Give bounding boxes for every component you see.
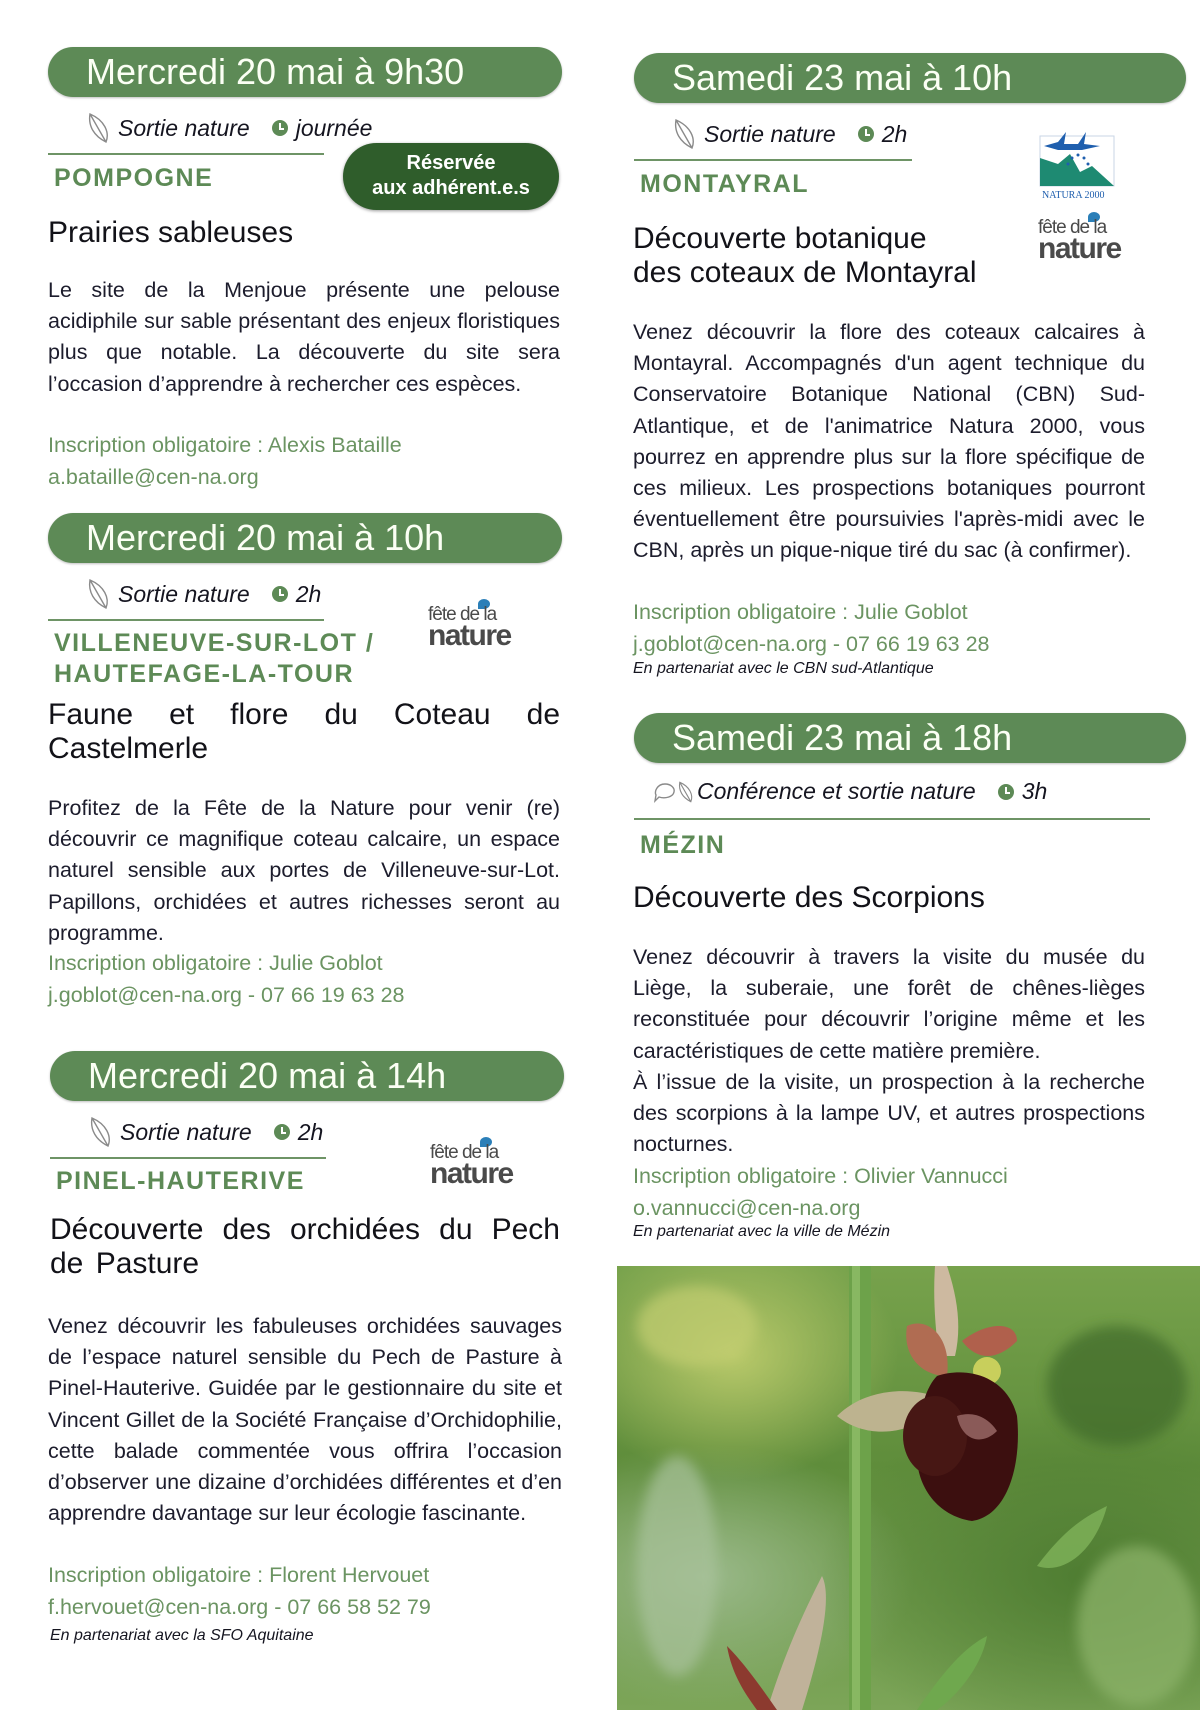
- event-title: [633, 222, 977, 290]
- event-meta: [86, 578, 321, 610]
- event-type: Sortie nature: [120, 1118, 252, 1145]
- event-contact[interactable]: j.goblot@cen-na.org - 07 66 19 63 28: [633, 632, 990, 656]
- event-meta: [653, 778, 1047, 805]
- event-duration: 2h: [297, 1118, 324, 1145]
- title-line2: des coteaux de Montayral: [633, 256, 977, 289]
- event-location: MÉZIN: [640, 831, 726, 859]
- event-contact[interactable]: f.hervouet@cen-na.org - 07 66 58 52 79: [48, 1595, 431, 1619]
- event-registration: Inscription obligatoire : Julie Goblot: [633, 600, 968, 624]
- event-duration: 3h: [1021, 778, 1048, 804]
- event-meta: [88, 1116, 323, 1148]
- divider: [634, 818, 1150, 820]
- description-paragraph: À l’issue de la visite, un prospection à la recherche des scorpions à la lampe UV, et autres prospections nocturnes.: [633, 1069, 1145, 1157]
- event-date: Mercredi 20 mai à 9h30: [86, 51, 465, 92]
- event-registration: Inscription obligatoire : Alexis Bataille: [48, 433, 402, 457]
- event-date-banner: [634, 53, 1186, 103]
- event-type: Conférence et sortie nature: [697, 778, 976, 804]
- svg-text:NATURA 2000: NATURA 2000: [1042, 190, 1105, 200]
- event-partner: En partenariat avec le CBN sud-Atlantique: [633, 660, 934, 677]
- badge-line2: aux adhérent.e.s: [372, 177, 530, 199]
- description-paragraph: Venez découvrir à travers la visite du musée du Liège, la suberaie, une forêt de chênes-lièges reconstituée pour découvrir l’origine même et les caractéristiques de cette matière première.: [633, 945, 1145, 1063]
- event-description: [633, 942, 1145, 1160]
- badge-line1: Réservée: [406, 152, 496, 174]
- divider: [634, 159, 912, 161]
- divider: [48, 619, 324, 621]
- event-date-banner: [48, 47, 562, 97]
- leaf-icon: [86, 578, 112, 610]
- leaf-icon: [672, 118, 698, 150]
- event-title: Prairies sableuses: [48, 216, 294, 249]
- event-location: MONTAYRAL: [640, 170, 810, 198]
- title-line1: Découverte botanique: [633, 222, 927, 255]
- event-description: Venez découvrir la flore des coteaux calcaires à Montayral. Accompagnés d'un agent technique du Conservatoire Botanique National (CBN) Sud-Atlantique, et de l'animatrice Natura 2000, vous pourrez en apprendre plus sur la flore spécifique de ces milieux. Les prospections botaniques pourront éventuellement être poursuivies l'après-midi avec le CBN, après un pique-nique tiré du sac (à confirmer).: [633, 320, 1145, 563]
- event-date-banner: [48, 513, 562, 563]
- event-partner: En partenariat avec la SFO Aquitaine: [50, 1627, 314, 1644]
- event-location: [54, 628, 374, 690]
- event-location: POMPOGNE: [54, 164, 214, 192]
- fete-de-la-nature-logo: fête de la nature: [428, 605, 518, 655]
- leaf-icon: [88, 1116, 114, 1148]
- clock-icon: [272, 120, 288, 136]
- event-description: Le site de la Menjoue présente une pelouse acidiphile sur sable présentant des enjeux floristiques plus que notable. La découverte du site sera l’occasion d’apprendre à rechercher ces espèces.: [48, 278, 560, 396]
- event-registration: Inscription obligatoire : Florent Hervouet: [48, 1563, 430, 1587]
- event-title: Découverte des orchidées du Pech de Pasture: [50, 1213, 560, 1280]
- event-title: Faune et flore du Coteau de Castelmerle: [48, 698, 560, 765]
- event-registration: Inscription obligatoire : Olivier Vannucci: [633, 1164, 1008, 1188]
- event-meta: [672, 118, 907, 150]
- event-description: Venez découvrir les fabuleuses orchidées sauvages de l’espace naturel sensible du Pech de Pasture à Pinel-Hauterive. Guidée par le gestionnaire du site et Vincent Gillet de la Société Française d’Orchidophilie, cette balade commentée vous offrira l’occasion d’observer une dizaine d’orchidées différentes et d’en apprendre davantage sur leur écologie fascinante.: [48, 1314, 562, 1526]
- event-date: Mercredi 20 mai à 10h: [86, 517, 445, 558]
- event-date: Samedi 23 mai à 18h: [672, 717, 1013, 758]
- location-line1: VILLENEUVE-SUR-LOT /: [54, 629, 375, 657]
- event-registration: Inscription obligatoire : Julie Goblot: [48, 951, 383, 975]
- event-meta: [86, 112, 372, 144]
- event-title: Découverte des Scorpions: [633, 881, 985, 914]
- event-type: Sortie nature: [118, 114, 250, 141]
- event-duration: journée: [295, 114, 373, 141]
- event-date: Mercredi 20 mai à 14h: [88, 1055, 447, 1096]
- fete-de-la-nature-logo: fête de la nature: [1038, 218, 1128, 268]
- fete-de-la-nature-logo: fête de la nature: [430, 1143, 520, 1193]
- location-line2: HAUTEFAGE-LA-TOUR: [54, 660, 355, 688]
- event-type: Sortie nature: [704, 120, 836, 147]
- event-contact-email[interactable]: a.bataille@cen-na.org: [48, 465, 259, 489]
- divider: [50, 1157, 326, 1159]
- natura-2000-logo: [1038, 128, 1118, 200]
- clock-icon: [998, 784, 1014, 800]
- event-date: Samedi 23 mai à 10h: [672, 57, 1013, 98]
- orchid-illustration: [617, 1266, 1200, 1710]
- members-only-badge: [343, 143, 559, 210]
- clock-icon: [274, 1124, 290, 1140]
- clock-icon: [858, 126, 874, 142]
- orchid-photo: [617, 1266, 1200, 1710]
- event-date-banner: [50, 1051, 564, 1101]
- leaf-icon: [677, 779, 695, 805]
- event-duration: 2h: [881, 120, 908, 147]
- event-description: Profitez de la Fête de la Nature pour venir (re) découvrir ce magnifique coteau calcaire, un espace naturel sensible aux portes de Villeneuve-sur-Lot. Papillons, orchidées et autres richesses seront au programme.: [48, 796, 560, 945]
- divider: [48, 153, 324, 155]
- event-type: Sortie nature: [118, 580, 250, 607]
- event-date-banner: [634, 713, 1186, 763]
- event-contact[interactable]: j.goblot@cen-na.org - 07 66 19 63 28: [48, 983, 405, 1007]
- event-location: PINEL-HAUTERIVE: [56, 1167, 305, 1195]
- event-contact-email[interactable]: o.vannucci@cen-na.org: [633, 1196, 861, 1220]
- clock-icon: [272, 586, 288, 602]
- leaf-icon: [86, 112, 112, 144]
- event-duration: 2h: [295, 580, 322, 607]
- event-partner: En partenariat avec la ville de Mézin: [633, 1223, 891, 1240]
- speech-bubble-icon: [653, 780, 677, 804]
